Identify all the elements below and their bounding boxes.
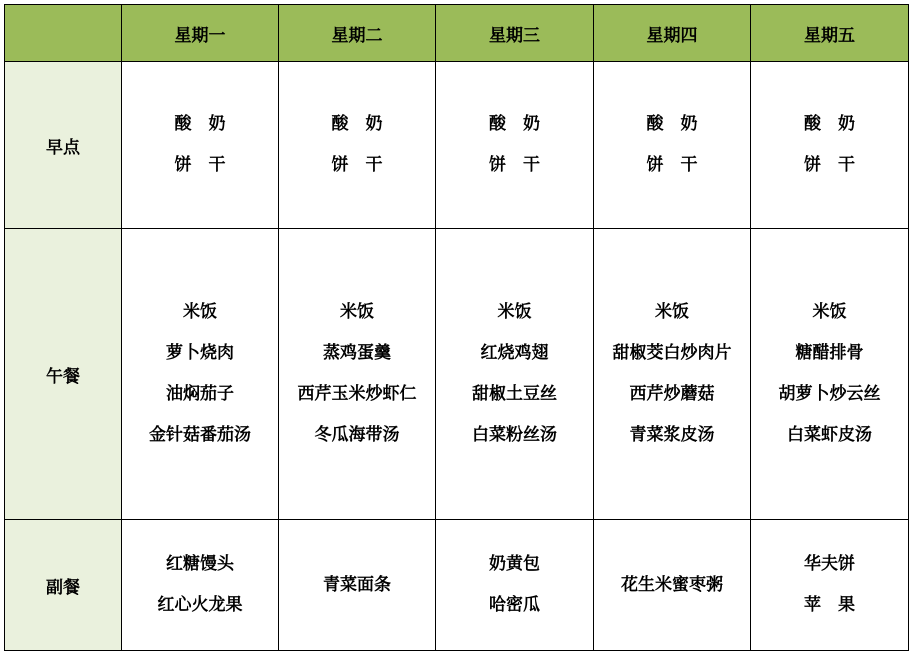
snack-row (5, 520, 909, 651)
menu-item: 油焖茄子 (166, 384, 234, 404)
menu-item: 青菜浆皮汤 (629, 425, 715, 445)
menu-item: 蒸鸡蛋羹 (323, 343, 391, 363)
menu-item: 米饭 (812, 302, 847, 322)
menu-item: 米饭 (340, 302, 374, 322)
row-label-breakfast: 早点 (5, 62, 122, 229)
day-header-wed: 星期三 (436, 5, 594, 62)
menu-item: 哈密瓜 (489, 595, 540, 615)
breakfast-cell-mon (122, 62, 279, 229)
menu-item: 青菜面条 (323, 574, 391, 595)
snack-cell-mon (122, 520, 279, 651)
corner-cell (5, 5, 122, 62)
menu-item: 花生米蜜枣粥 (621, 574, 723, 595)
menu-item: 萝卜烧肉 (166, 343, 234, 363)
breakfast-cell-wed (436, 62, 594, 229)
menu-item: 糖醋排骨 (795, 343, 864, 363)
menu-item: 西芹玉米炒虾仁 (297, 384, 417, 404)
menu-item: 白菜虾皮汤 (787, 425, 872, 445)
menu-item: 冬瓜海带汤 (314, 425, 400, 445)
day-header-fri: 星期五 (751, 5, 909, 62)
menu-item: 金针菇番茄汤 (149, 425, 251, 445)
day-header-tue: 星期二 (279, 5, 436, 62)
menu-item: 红糖馒头 (166, 554, 234, 574)
row-label-lunch: 午餐 (5, 229, 122, 520)
menu-item: 酸 奶 (174, 114, 226, 134)
breakfast-row (5, 62, 909, 229)
menu-item: 米饭 (655, 302, 689, 322)
menu-item: 酸 奶 (489, 114, 540, 134)
menu-item: 饼 干 (646, 155, 698, 175)
menu-item: 饼 干 (331, 155, 383, 175)
lunch-cell-mon (122, 229, 279, 520)
menu-item: 苹 果 (804, 595, 855, 615)
menu-item: 红心火龙果 (157, 595, 243, 615)
snack-cell-tue (279, 520, 436, 651)
breakfast-cell-thu (594, 62, 751, 229)
day-header-thu: 星期四 (594, 5, 751, 62)
breakfast-cell-fri (751, 62, 909, 229)
menu-item: 酸 奶 (804, 114, 855, 134)
menu-item: 酸 奶 (646, 114, 698, 134)
snack-cell-fri (751, 520, 909, 651)
menu-item: 西芹炒蘑菇 (629, 384, 715, 404)
menu-item: 饼 干 (804, 155, 855, 175)
weekly-menu-table (4, 4, 909, 651)
menu-item: 红烧鸡翅 (480, 343, 549, 363)
snack-cell-thu (594, 520, 751, 651)
lunch-cell-tue (279, 229, 436, 520)
lunch-row (5, 229, 909, 520)
row-label-snack: 副餐 (5, 520, 122, 651)
menu-item: 甜椒土豆丝 (472, 384, 557, 404)
snack-cell-wed (436, 520, 594, 651)
lunch-cell-wed (436, 229, 594, 520)
header-row (5, 5, 909, 62)
breakfast-cell-tue (279, 62, 436, 229)
menu-item: 奶黄包 (489, 554, 540, 574)
menu-item: 米饭 (497, 302, 532, 322)
menu-item: 酸 奶 (331, 114, 383, 134)
menu-item: 华夫饼 (804, 554, 855, 574)
lunch-cell-fri (751, 229, 909, 520)
menu-item: 胡萝卜炒云丝 (778, 384, 881, 404)
day-header-mon: 星期一 (122, 5, 279, 62)
menu-item: 白菜粉丝汤 (472, 425, 557, 445)
lunch-cell-thu (594, 229, 751, 520)
menu-item: 米饭 (183, 302, 217, 322)
menu-item: 饼 干 (489, 155, 540, 175)
menu-item: 饼 干 (174, 155, 226, 175)
menu-item: 甜椒茭白炒肉片 (612, 343, 732, 363)
